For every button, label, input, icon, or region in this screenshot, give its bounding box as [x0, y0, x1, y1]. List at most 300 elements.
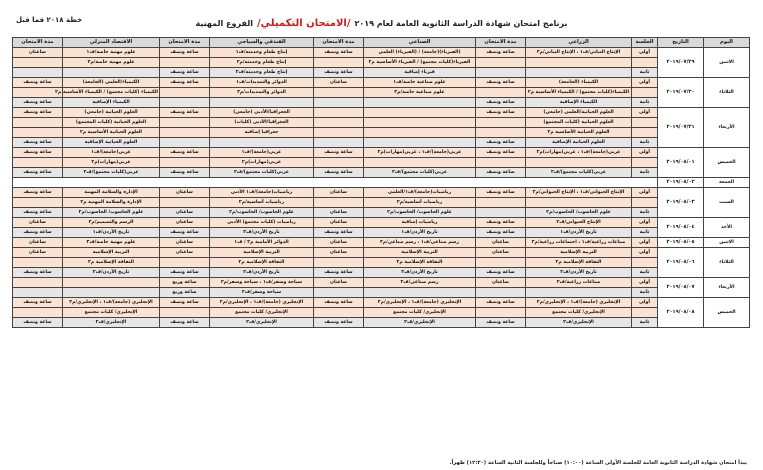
duration-cell: ساعة ونصف [476, 268, 526, 278]
subject-cell: الإنجليزي/ف٢ [526, 318, 632, 328]
session-cell [632, 158, 658, 168]
column-header: مدة الامتحان [13, 38, 63, 48]
subject-cell: الكيمياء الإضافية [526, 98, 632, 108]
friday-blank [13, 178, 658, 188]
schedule-row [13, 148, 750, 158]
duration-cell [476, 208, 526, 218]
session-cell: ثانية [632, 68, 658, 78]
subject-cell: عربي(كليات مجتمع)/ف٢ [210, 168, 314, 178]
schedule-row [13, 308, 750, 318]
day-cell: الأحد [704, 218, 750, 238]
duration-cell: ساعة ونصف [13, 148, 63, 158]
duration-cell: ساعة ونصف [13, 168, 63, 178]
exam-schedule-table [12, 37, 750, 328]
duration-cell: ساعة ونصف [160, 78, 210, 88]
session-cell: أولى [632, 248, 658, 258]
subject-cell: الإنجليزي (جامعة)/ف١ ، الإنجليزي/م٢ [526, 298, 632, 308]
subject-cell: التربية الإسلامية [526, 248, 632, 258]
duration-cell: ساعة ونصف [13, 208, 63, 218]
plan-note: خطة ٢٠١٨ فما قبل [16, 16, 83, 24]
subject-cell: عربي(جامعة)/ف١ [210, 148, 314, 158]
subject-cell: رياضيات(جامعة)/ف١ الأدبي [210, 188, 314, 198]
session-cell: أولى [632, 108, 658, 118]
subject-cell: صناعات زراعية/ف١ ، اجتماعات زراعية/م٣ [526, 238, 632, 248]
duration-cell [160, 58, 210, 68]
date-cell: ٢٠١٩/٠٨/٠٨ [658, 298, 704, 328]
subject-cell: تاريخ الأردن/ف٢ [364, 268, 476, 278]
subject-cell [526, 58, 632, 68]
session-cell: ثانية [632, 208, 658, 218]
subject-cell: علوم الحاسوب/ الحاسوب/م٢ [364, 208, 476, 218]
duration-cell: ساعتان [160, 218, 210, 228]
schedule-row [13, 208, 750, 218]
duration-cell: ساعة ونصف [13, 318, 63, 328]
subject-cell: عربي(كليات مجتمع)/ف٢ [364, 168, 476, 178]
subject-cell: الإدارة والسلامة المهنية م٢ [63, 198, 160, 208]
duration-cell [314, 98, 364, 108]
subject-cell: العلوم الحياتية الأساسية م٢ [63, 128, 160, 138]
session-cell: أولى [632, 298, 658, 308]
subject-cell: الكيمياء الإضافية [63, 98, 160, 108]
subject-cell [210, 98, 314, 108]
subject-cell: علوم صناعية خاصة/م٣ [364, 88, 476, 98]
session-cell [632, 88, 658, 98]
day-cell: الثلاثاء [704, 78, 750, 108]
subject-cell: الدوائر والتمديدات/م٣ [210, 88, 314, 98]
date-cell: ٢٠١٩/٠٨/٠٦ [658, 248, 704, 278]
duration-cell [476, 198, 526, 208]
duration-cell [13, 118, 63, 128]
duration-cell: ساعتان [314, 208, 364, 218]
subject-cell: علوم الحاسوب/ الحاسوب/م٢ [210, 208, 314, 218]
schedule-row [13, 318, 750, 328]
schedule-row [13, 228, 750, 238]
duration-cell: ساعة ونصف [13, 98, 63, 108]
subject-cell: العلوم الحياتية (كليات المجتمع) [63, 118, 160, 128]
session-cell [632, 308, 658, 318]
subject-cell: الفيزياء(كليات مجتمع) / الفيزياء الأساسية م٢ [364, 58, 476, 68]
duration-cell: ساعتان [314, 218, 364, 228]
duration-cell [13, 68, 63, 78]
subject-cell: تاريخ الأردن/ف١ [364, 228, 476, 238]
duration-cell: ساعة ونصف [13, 228, 63, 238]
schedule-row [13, 248, 750, 258]
session-cell: ثانية [632, 288, 658, 298]
duration-cell [314, 108, 364, 118]
subject-cell: رياضيات(جامعة)/ف١/العلمي [364, 188, 476, 198]
subject-cell: العلوم الحياتية (كليات المجتمع) [526, 118, 632, 128]
column-header: مدة الامتحان [476, 38, 526, 48]
subject-cell: التربية الإسلامية [210, 248, 314, 258]
subject-cell: الإنتاج الحيواني/ف١ ، الإنتاج الحيواني/م٣ [526, 188, 632, 198]
day-cell: الأربعاء [704, 278, 750, 298]
title-prefix: برنامج امتحان شهادة الدراسة الثانوية العامة لعام ٢٠١٩ [354, 18, 568, 28]
duration-cell [160, 198, 210, 208]
session-cell: ثانية [632, 138, 658, 148]
duration-cell: ساعة ونصف [160, 268, 210, 278]
subject-cell: رياضيات (كليات مجتمع) الأدبي [210, 218, 314, 228]
duration-cell: ساعة ونصف [476, 298, 526, 308]
subject-cell: علوم مهنية خاصة/ف٢ [63, 238, 160, 248]
subject-cell [364, 98, 476, 108]
subject-cell [63, 288, 160, 298]
date-cell: ٢٠١٩/٠٨/٠١ [658, 148, 704, 178]
duration-cell: ساعة ونصف [13, 298, 63, 308]
duration-cell: ساعتان [314, 278, 364, 288]
column-header: اليوم [704, 38, 750, 48]
duration-cell: ساعتان [476, 278, 526, 288]
duration-cell [160, 138, 210, 148]
subject-cell: الرسم والتصميم/م٣ [63, 218, 160, 228]
subject-cell: العلوم الحياتية الإضافية [526, 138, 632, 148]
subject-cell: الإنجليزي (جامعة)/ف١ ، الإنجليزي/م٢ [364, 298, 476, 308]
duration-cell [160, 308, 210, 318]
subject-cell [526, 288, 632, 298]
duration-cell [476, 158, 526, 168]
duration-cell [476, 88, 526, 98]
duration-cell: ساعة ونصف [314, 268, 364, 278]
duration-cell [314, 88, 364, 98]
duration-cell: ساعتان [314, 188, 364, 198]
duration-cell [160, 158, 210, 168]
day-cell: السبت [704, 188, 750, 218]
duration-cell: ساعتان [160, 188, 210, 198]
subject-cell: سياحة وسفر/ف٢ [210, 288, 314, 298]
subject-cell: إنتاج طعام وخدمته/م٣ [210, 58, 314, 68]
date-cell: ٢٠١٩/٠٨/٠٧ [658, 278, 704, 298]
subject-cell: الإنجليزي/ف٢ [63, 318, 160, 328]
duration-cell: ساعة ونصف [13, 108, 63, 118]
subject-cell: الإنجليزي/ف٢ [210, 318, 314, 328]
day-cell: الخميس [704, 298, 750, 328]
subject-cell: الثقافة الإسلامية م٢ [364, 258, 476, 268]
duration-cell: ساعة وربع [160, 278, 210, 288]
subject-cell: علوم مهنية خاصة/م٣ [63, 58, 160, 68]
friday-row [13, 178, 750, 188]
schedule-row [13, 298, 750, 308]
duration-cell [476, 58, 526, 68]
duration-cell: ساعة ونصف [476, 228, 526, 238]
duration-cell: ساعة ونصف [476, 218, 526, 228]
duration-cell: ساعتان [13, 248, 63, 258]
schedule-row [13, 128, 750, 138]
date-cell: ٢٠١٩/٠٧/٣٠ [658, 78, 704, 108]
duration-cell: ساعة ونصف [476, 168, 526, 178]
subject-cell: علوم الحاسوب/ الحاسوب/م٢ [63, 208, 160, 218]
duration-cell [160, 98, 210, 108]
duration-cell: ساعة ونصف [476, 318, 526, 328]
duration-cell: ساعة ونصف [160, 168, 210, 178]
duration-cell [314, 198, 364, 208]
schedule-row [13, 58, 750, 68]
duration-cell: ساعة ونصف [476, 108, 526, 118]
subject-cell [364, 158, 476, 168]
duration-cell [314, 58, 364, 68]
subject-cell: جغرافيا إضافية [210, 128, 314, 138]
subject-cell: الكيمياء/العلمي (الجامعة) [63, 78, 160, 88]
duration-cell [13, 128, 63, 138]
duration-cell: ساعة ونصف [476, 78, 526, 88]
schedule-row [13, 198, 750, 208]
schedule-row [13, 138, 750, 148]
subject-cell: (الفيزياء)(جامعة) / (الفيزياء) العلمي [364, 48, 476, 58]
duration-cell [160, 128, 210, 138]
subject-cell: الإنجليزي (جامعة)/ف١ ، الإنجليزي/م٢ [63, 298, 160, 308]
duration-cell: ساعتان [314, 78, 364, 88]
duration-cell [314, 258, 364, 268]
subject-cell [526, 158, 632, 168]
subject-cell: تاريخ الأردن/ف٢ [210, 228, 314, 238]
session-cell [632, 58, 658, 68]
subject-cell: تاريخ الأردن/ف١ [63, 228, 160, 238]
duration-cell: ساعة ونصف [314, 298, 364, 308]
schedule-row [13, 68, 750, 78]
subject-cell [526, 198, 632, 208]
column-header: الفندقي والسياحي [210, 38, 314, 48]
subject-cell: التربية الإسلامية [364, 248, 476, 258]
duration-cell [160, 88, 210, 98]
duration-cell: ساعة ونصف [314, 48, 364, 58]
duration-cell: ساعة ونصف [13, 268, 63, 278]
duration-cell: ساعة ونصف [476, 98, 526, 108]
duration-cell: ساعتان [13, 238, 63, 248]
subject-cell: الثقافة الإسلامية م٢ [63, 258, 160, 268]
day-cell: الاثنين [704, 238, 750, 248]
subject-cell: علوم الحاسوب/ الحاسوب/م٢ [526, 208, 632, 218]
date-cell: ٢٠١٩/٠٨/٠٥ [658, 238, 704, 248]
session-cell: أولى [632, 218, 658, 228]
subject-cell: رياضيات إضافية [364, 218, 476, 228]
schedule-row [13, 48, 750, 58]
duration-cell [314, 128, 364, 138]
schedule-row [13, 168, 750, 178]
date-cell: ٢٠١٩/٠٧/٢٩ [658, 48, 704, 78]
date-cell: ٢٠١٩/٠٨/٠٣ [658, 188, 704, 218]
schedule-row [13, 258, 750, 268]
subject-cell: علوم مهنية خاصة/ف١ [63, 48, 160, 58]
subject-cell: رياضيات أساسية/م٢ [364, 198, 476, 208]
subject-cell: الثقافة الإسلامية م٢ [210, 258, 314, 268]
session-cell: أولى [632, 278, 658, 288]
duration-cell [476, 258, 526, 268]
duration-cell [13, 198, 63, 208]
subject-cell: التربية الإسلامية [63, 248, 160, 258]
subject-cell: الكيمياء (كليات مجتمع) / الكيمياء الأساسية م٢ [63, 88, 160, 98]
subject-cell: الإنتاج النباتي/ف١ ، الإنتاج النباتي/م٣ [526, 48, 632, 58]
duration-cell [13, 308, 63, 318]
duration-cell: ساعتان [160, 208, 210, 218]
subject-cell: الإنجليزي/ كليات مجتمع [210, 308, 314, 318]
schedule-row [13, 218, 750, 228]
session-cell: أولى [632, 188, 658, 198]
duration-cell: ساعة ونصف [476, 188, 526, 198]
title-suffix: الفروع المهنية [195, 18, 253, 28]
subject-cell [63, 278, 160, 288]
subject-cell: تاريخ الأردن/ف١ [526, 228, 632, 238]
subject-cell: عربي(كليات مجتمع)/ف٢ [63, 168, 160, 178]
duration-cell: ساعتان [13, 218, 63, 228]
subject-cell: سياحة وسفر/ف١ ، سياحة وسفر/م٣ [210, 278, 314, 288]
subject-cell: الكيمياء(كليات مجتمع) / الكيمياء الأساسية م٢ [526, 88, 632, 98]
column-header: مدة الامتحان [314, 38, 364, 48]
duration-cell: ساعة ونصف [476, 138, 526, 148]
session-cell: ثانية [632, 268, 658, 278]
date-cell: ٢٠١٩/٠٨/٠٤ [658, 218, 704, 238]
duration-cell: ساعتان [476, 238, 526, 248]
subject-cell: إنتاج طعام وخدمته/ف٢ [210, 68, 314, 78]
schedule-row [13, 78, 750, 88]
duration-cell: ساعة ونصف [160, 48, 210, 58]
subject-cell [364, 108, 476, 118]
duration-cell [314, 118, 364, 128]
subject-cell: الإنتاج الحيواني/ف٢ [526, 218, 632, 228]
session-cell [632, 258, 658, 268]
session-cell: أولى [632, 148, 658, 158]
session-cell: ثانية [632, 228, 658, 238]
duration-cell [13, 58, 63, 68]
session-cell [632, 118, 658, 128]
subject-cell [364, 288, 476, 298]
duration-cell: ساعة ونصف [160, 148, 210, 158]
header-row [13, 38, 750, 48]
duration-cell [476, 128, 526, 138]
subject-cell: رسم صناعي/ف٢ [364, 278, 476, 288]
session-cell: أولى [632, 238, 658, 248]
duration-cell: ساعة ونصف [160, 318, 210, 328]
subject-cell: الجغرافيا/الأدبي (كليات) [210, 118, 314, 128]
duration-cell: ساعة ونصف [13, 188, 63, 198]
duration-cell: ساعة ونصف [476, 48, 526, 58]
subject-cell: الإدارة والسلامة المهنية [63, 188, 160, 198]
duration-cell: ساعتان [13, 48, 63, 58]
subject-cell: عربي(مهارات)م٢ [63, 158, 160, 168]
schedule-row [13, 238, 750, 248]
column-header: التاريخ [658, 38, 704, 48]
day-cell: الاثنين [704, 48, 750, 78]
schedule-row [13, 288, 750, 298]
day-cell: الخميس [704, 148, 750, 178]
duration-cell: ساعة ونصف [160, 68, 210, 78]
duration-cell [476, 68, 526, 78]
session-cell: ثانية [632, 98, 658, 108]
subject-cell: عربي(جامعة)/ف١ [63, 148, 160, 158]
subject-cell: الإنجليزي/ف٢ [364, 318, 476, 328]
duration-cell [314, 138, 364, 148]
column-header: الجلسة [632, 38, 658, 48]
day-cell: الجمعة [704, 178, 750, 188]
subject-cell: عربي(مهارات)م٢ [210, 158, 314, 168]
subject-cell: الدوائر والتمديدات/ف١ [210, 78, 314, 88]
duration-cell: ساعة ونصف [160, 228, 210, 238]
duration-cell [160, 258, 210, 268]
day-cell: الأربعاء [704, 108, 750, 148]
subject-cell [526, 68, 632, 78]
duration-cell [476, 118, 526, 128]
duration-cell [13, 278, 63, 288]
subject-cell: رسم صناعي/ف١ ، رسم صناعي/م٣ [364, 238, 476, 248]
duration-cell: ساعتان [476, 248, 526, 258]
duration-cell [13, 158, 63, 168]
subject-cell: العلوم الحياتية/العلمي (جامعي) [526, 108, 632, 118]
subject-cell: عربي(جامعة)/ف١ ، عربي(مهارات)م٢ [364, 148, 476, 158]
subject-cell [63, 68, 160, 78]
subject-cell: تاريخ الأردن/ف٢ [63, 268, 160, 278]
title-highlight: /الامتحان التكميلي/ [256, 17, 351, 29]
subject-cell: عربي(كليات مجتمع)/ف٢ [526, 168, 632, 178]
subject-cell: الجغرافيا/الأدبي (جامعي) [210, 108, 314, 118]
subject-cell: العلوم الحياتية الأساسية م٢ [526, 128, 632, 138]
duration-cell: ساعتان [160, 248, 210, 258]
subject-cell: الإنجليزي/ كليات مجتمع [526, 308, 632, 318]
duration-cell: ساعة ونصف [314, 318, 364, 328]
column-header: مدة الامتحان [160, 38, 210, 48]
schedule-row [13, 88, 750, 98]
duration-cell: ساعتان [314, 238, 364, 248]
column-header: الزراعي [526, 38, 632, 48]
session-cell [632, 128, 658, 138]
subject-cell: إنتاج طعام وخدمته/ف١ [210, 48, 314, 58]
subject-cell [364, 118, 476, 128]
date-cell: ٢٠١٩/٠٨/٠٢ [658, 178, 704, 188]
duration-cell: ساعة ونصف [314, 68, 364, 78]
schedule-row [13, 158, 750, 168]
duration-cell: ساعة ونصف [314, 228, 364, 238]
subject-cell [364, 128, 476, 138]
session-cell: ثانية [632, 318, 658, 328]
column-header: الاقتصاد المنزلي [63, 38, 160, 48]
column-header: الصناعي [364, 38, 476, 48]
duration-cell: ساعة ونصف [160, 108, 210, 118]
session-cell [632, 198, 658, 208]
subject-cell [364, 138, 476, 148]
subject-cell: تاريخ الأردن/ف٢ [210, 268, 314, 278]
subject-cell: العلوم الحياتية (جامعي) [63, 108, 160, 118]
duration-cell [476, 308, 526, 318]
subject-cell: الإنجليزي/ كليات مجتمع [63, 308, 160, 318]
subject-cell [210, 138, 314, 148]
duration-cell: ساعة ونصف [13, 78, 63, 88]
duration-cell [160, 118, 210, 128]
footer-note: يبدأ امتحان شهادة الدراسة الثانوية العامة للجلسة الأولى الساعة (١٠:٠٠) صباحاً وللجلسة الثانية الساعة (١٢:٣٠) ظهراً. [449, 460, 747, 466]
schedule-row [13, 118, 750, 128]
subject-cell: الدوائر الأمامية م٢ / ف١ [210, 238, 314, 248]
session-cell: ثانية [632, 168, 658, 178]
duration-cell: ساعة ونصف [314, 168, 364, 178]
subject-cell: الكيمياء (الجامعة) [526, 78, 632, 88]
subject-cell: تاريخ الأردن/ف٢ [526, 268, 632, 278]
subject-cell: صناعات زراعية/ف٢ [526, 278, 632, 288]
duration-cell: ساعة ونصف [314, 148, 364, 158]
duration-cell: ساعة وربع [160, 288, 210, 298]
subject-cell: الإنجليزي (جامعة)/ف١ ، الإنجليزي/م٢ [210, 298, 314, 308]
duration-cell [13, 258, 63, 268]
session-cell: أولى [632, 48, 658, 58]
duration-cell: ساعتان [160, 238, 210, 248]
duration-cell: ساعة ونصف [476, 148, 526, 158]
subject-cell: علوم صناعية خاصة/ف١ [364, 78, 476, 88]
duration-cell [314, 158, 364, 168]
session-cell: أولى [632, 78, 658, 88]
subject-cell: رياضيات أساسية/م٢ [210, 198, 314, 208]
subject-cell: العلوم الحياتية الإضافية [63, 138, 160, 148]
subject-cell: عربي(جامعة)/ف١ ، عربي(مهارات)م٢ [526, 148, 632, 158]
schedule-row [13, 108, 750, 118]
subject-cell: الإنجليزي/ كليات مجتمع [364, 308, 476, 318]
page-header [16, 14, 747, 32]
subject-cell: فيزياء إضافية [364, 68, 476, 78]
duration-cell [314, 308, 364, 318]
day-cell: الثلاثاء [704, 248, 750, 278]
